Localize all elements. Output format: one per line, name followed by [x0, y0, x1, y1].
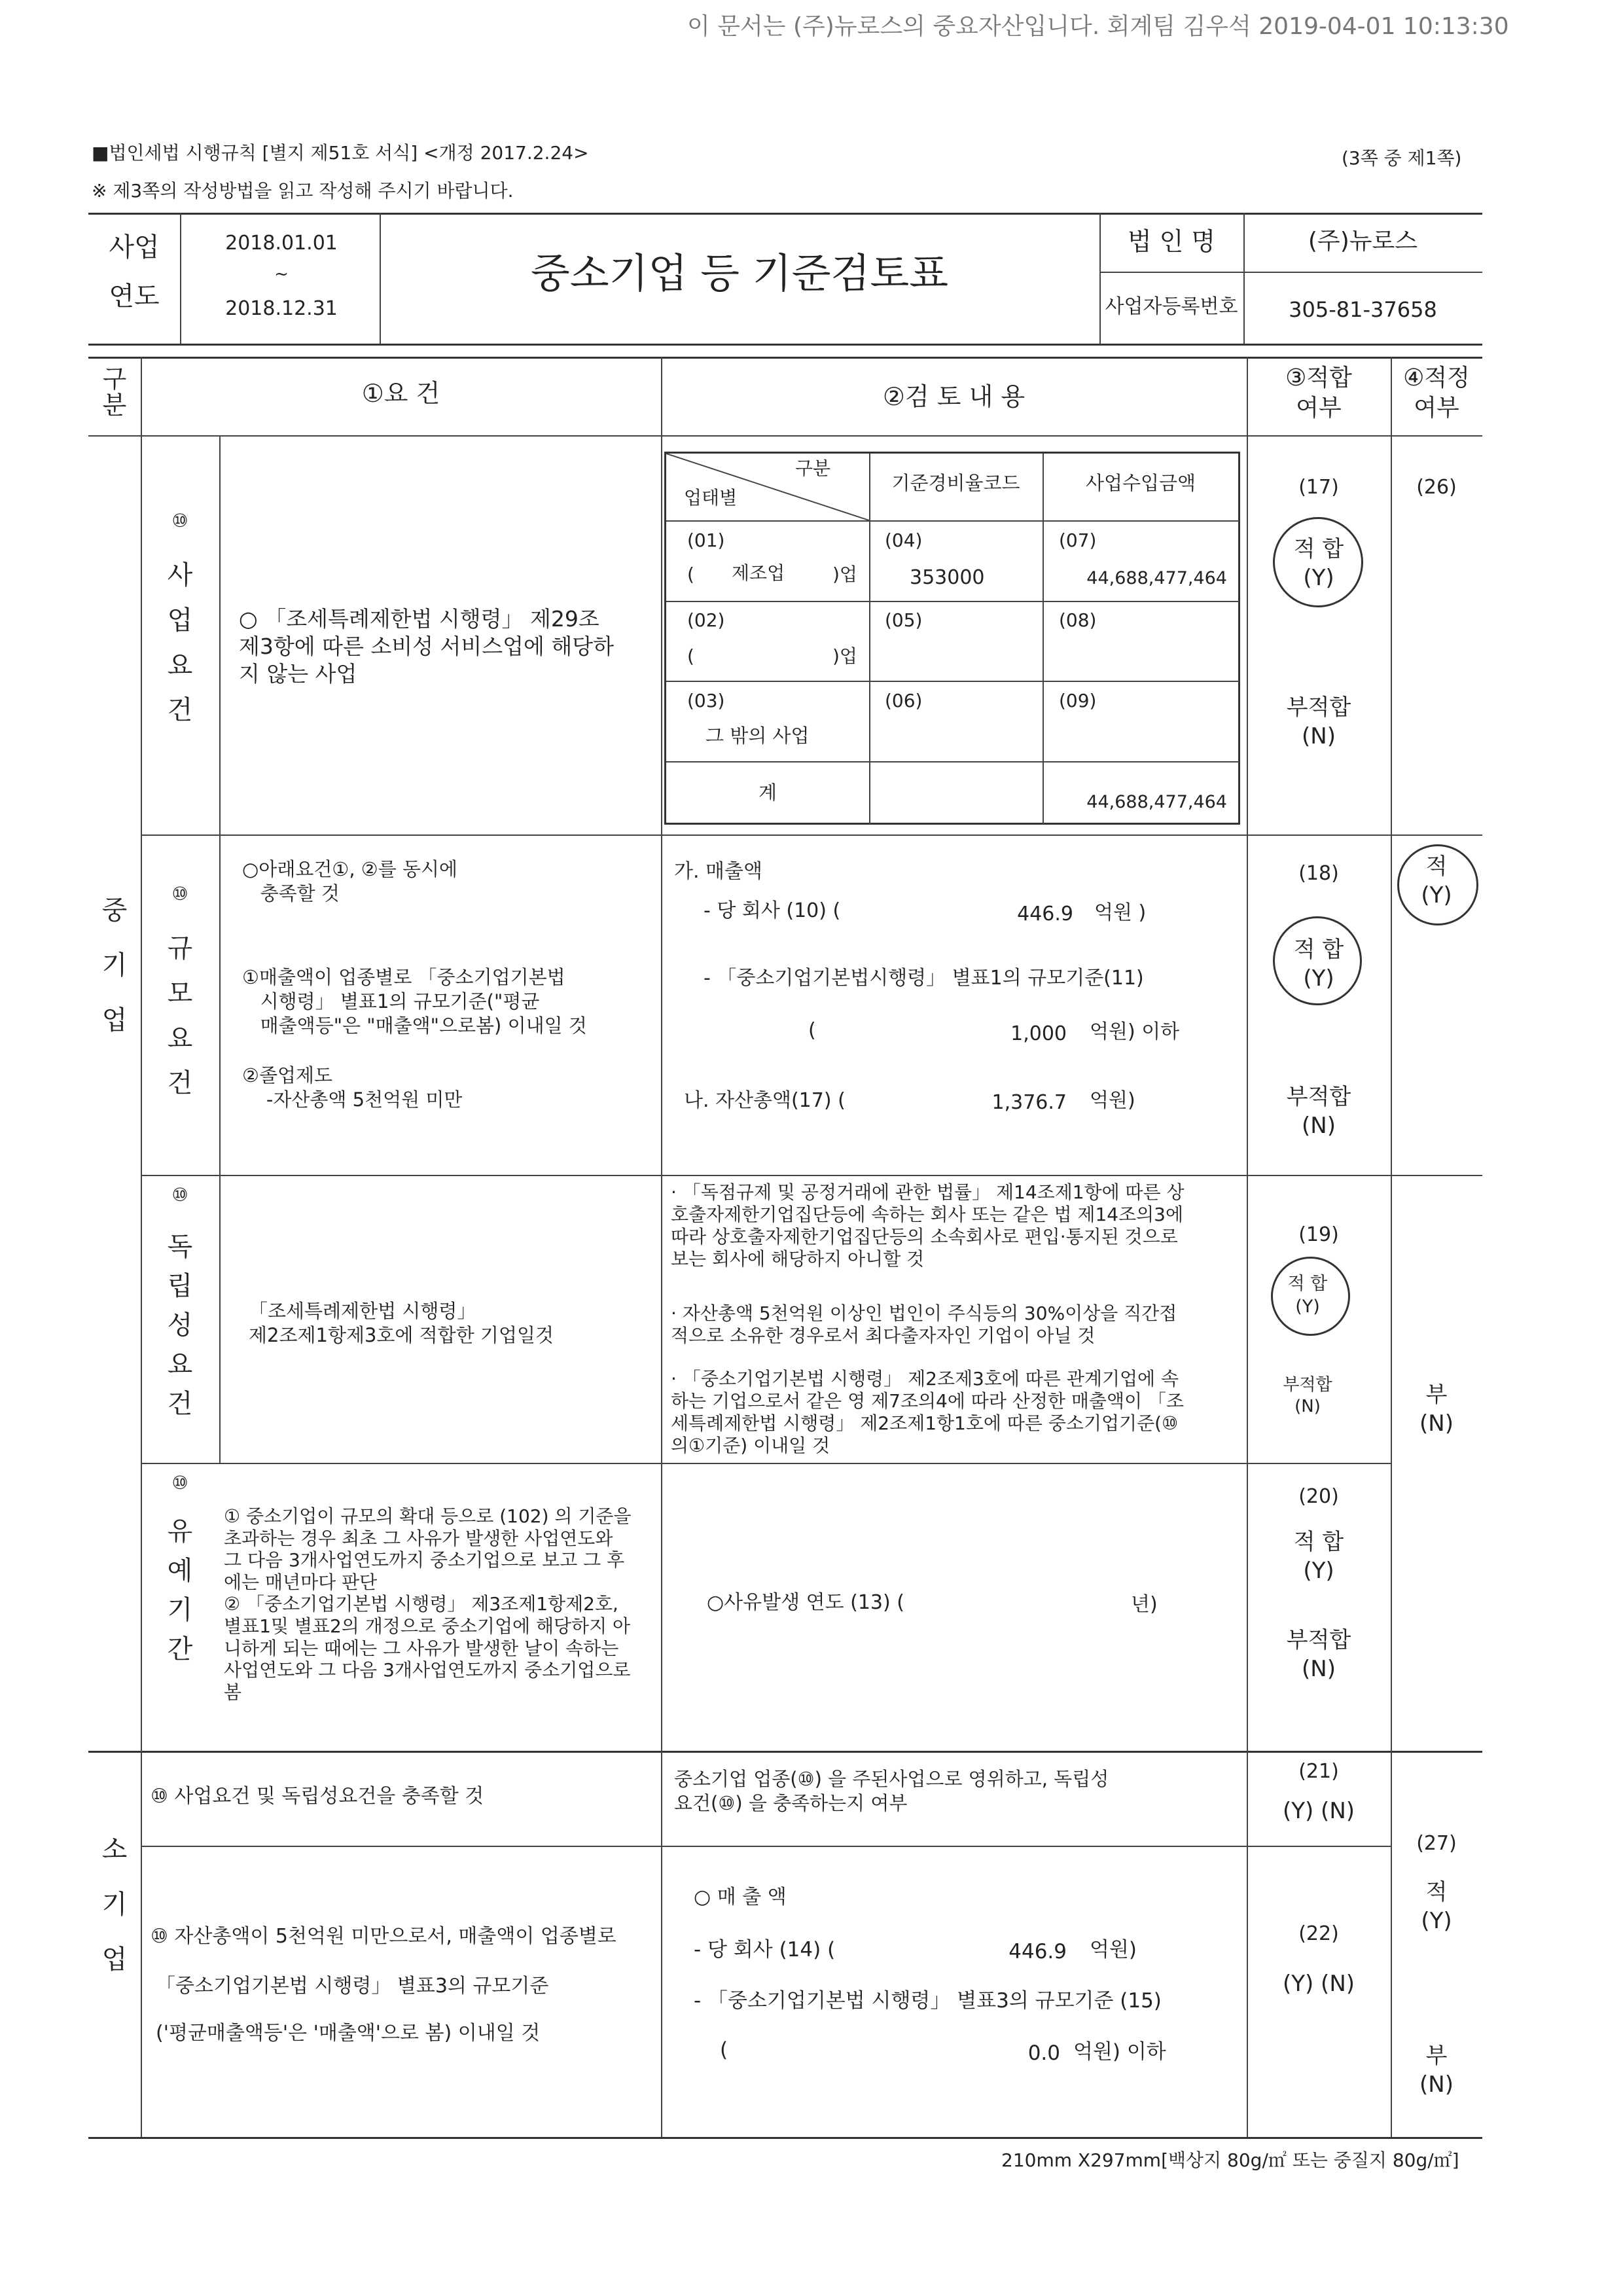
reg-no-label: 사업자등록번호 — [1105, 295, 1238, 318]
inner-total-amount: 44,688,477,464 — [1086, 792, 1227, 812]
row102-review-a1-label: - 당 회사 (10) ( — [704, 899, 841, 922]
row106-review-title: ○ 매 출 액 — [694, 1886, 787, 1909]
row102-review-a2-open: ( — [808, 1019, 816, 1042]
inner-row1-code: 353000 — [910, 566, 985, 589]
section-sme: 중 기 업 — [101, 895, 128, 1035]
inner-total-label: 계 — [758, 781, 777, 804]
inner-row2-open: ( — [687, 645, 694, 667]
row102-req3: ②졸업제도 -자산총액 5천억원 미만 — [242, 1064, 463, 1111]
row104-label: 유 예 기 간 — [167, 1516, 193, 1664]
inner-header-type-top: 구분 — [795, 457, 831, 479]
period-start: 2018.01.01 — [225, 232, 338, 255]
inner-row3-no: (03) — [687, 690, 725, 711]
row105-fit-no: (21) — [1298, 1760, 1339, 1783]
watermark: 이 문서는 (주)뉴로스의 중요자산입니다. 회계팀 김우석 2019-04-01 10:13:30 — [687, 13, 1509, 40]
row106-review-1-unit: 억원) — [1090, 1938, 1137, 1962]
row102-num: ⑩ — [171, 883, 188, 905]
inner-row1-suffix: )업 — [832, 564, 857, 585]
row101-fit-no-label: 부적합 (N) — [1286, 694, 1351, 749]
row102-label: 규 모 요 건 — [167, 933, 193, 1099]
instruction-text: ※ 제3쪽의 작성방법을 읽고 작성해 주시기 바랍니다. — [92, 180, 514, 202]
row101-fit-yes: 적 합 (Y) — [1293, 536, 1344, 591]
row104-review-label: ○사유발생 연도 (13) ( — [707, 1591, 904, 1614]
header-fit: ③적합 여부 — [1285, 365, 1352, 422]
row106-review-1-label: - 당 회사 (14) ( — [694, 1938, 836, 1962]
row102-review-b-label: 나. 자산총액(17) ( — [684, 1089, 846, 1112]
row104-fit-no: (20) — [1298, 1485, 1339, 1508]
header-suitable: ④적정 여부 — [1403, 365, 1470, 422]
row106-review-2-value: 0.0 — [1027, 2041, 1060, 2065]
inner-row2-no: (02) — [687, 609, 725, 631]
year-label-bottom: 연도 — [109, 281, 160, 312]
row103-fit-yes: 적 합 (Y) — [1287, 1274, 1328, 1317]
inner-row1-amt-no: (07) — [1059, 529, 1097, 551]
row102-fit-no-label: 부적합 (N) — [1286, 1084, 1351, 1139]
row102-review-a: 가. 매출액 — [674, 860, 762, 883]
header-requirement: ①요 건 — [361, 379, 440, 408]
reg-no: 305-81-37658 — [1289, 297, 1437, 322]
row106-review-2: - 「중소기업기본법 시행령」 별표3의 규모기준 (15) — [694, 1989, 1162, 2013]
row106-suit-yes: 적 (Y) — [1421, 1879, 1452, 1934]
row103-review-1: · 「독점규제 및 공정거래에 관한 법률」 제14조제1항에 따른 상호출자제한기업집단등에 속하는 회사 또는 같은 법 제14조의3에 따라 상호출자제한기업집단등의 소속회사로 편입·통지된 것으로 보는 회사에 해당하지 아니할 것 — [671, 1181, 1185, 1270]
row102-suit-yes: 적 (Y) — [1421, 853, 1452, 908]
inner-row3-amt-no: (09) — [1059, 690, 1097, 711]
row103-review-3: · 「중소기업기본법 시행령」 제2조제3호에 따른 관계기업에 속하는 기업으로서 같은 영 제7조의4에 따라 산정한 매출액이 「조세특례제한법 시행령」 제2조제1항1호에 따른 중소기업기준(⑩의①기준) 이내일 것 — [671, 1368, 1184, 1457]
row103-fit-no-label: 부적합 (N) — [1283, 1375, 1332, 1417]
row105-review: 중소기업 업종(⑩) 을 주된사업으로 영위하고, 독립성요건(⑩) 을 충족하는지 여부 — [674, 1768, 1109, 1815]
row103-num: ⑩ — [171, 1184, 188, 1206]
row102-review-a2-value: 1,000 — [1010, 1022, 1067, 1045]
inner-row2-amt-no: (08) — [1059, 609, 1097, 631]
row101-suit-no: (26) — [1416, 476, 1457, 499]
row102-review-a1-unit: 억원 ) — [1094, 901, 1147, 924]
inner-row1-no: (01) — [687, 529, 725, 551]
inner-row1-name: 제조업 — [732, 562, 785, 584]
row106-fit-yn: (Y) (N) — [1282, 1971, 1355, 1997]
row103-requirement: 「조세특례제한법 시행령」 제2조제1항제3호에 적합한 기업일것 — [249, 1300, 554, 1347]
row106-suit-no-label: 부 (N) — [1419, 2043, 1454, 2098]
row103-label: 독 립 성 요 건 — [167, 1232, 193, 1419]
row104-review-unit: 년) — [1131, 1593, 1158, 1616]
inner-header-code: 기준경비율코드 — [891, 472, 1020, 494]
paper-spec-footer: 210mm X297mm[백상지 80g/㎡ 또는 중질지 80g/㎡] — [1001, 2149, 1459, 2171]
row102-fit-yes: 적 합 (Y) — [1293, 937, 1344, 992]
row106-review-2-unit: 억원) 이하 — [1073, 2040, 1166, 2064]
inner-header-type-bottom: 업태별 — [684, 487, 738, 509]
period-end: 2018.12.31 — [225, 297, 338, 320]
row106-requirement-1: ⑩ 자산총액이 5천억원 미만으로서, 매출액이 업종별로 — [151, 1925, 616, 1948]
row102-review-a2: - 「중소기업기본법시행령」 별표1의 규모기준(11) — [704, 967, 1144, 990]
inner-row3-code-no: (06) — [885, 690, 923, 711]
row101-requirement: ○ 「조세특례제한법 시행령」 제29조 제3항에 따른 소비성 서비스업에 해당하지 않는 사업 — [239, 606, 615, 687]
row102-review-b-value: 1,376.7 — [991, 1091, 1067, 1114]
inner-row1-open: ( — [687, 564, 694, 585]
corp-name: (주)뉴로스 — [1308, 228, 1418, 255]
corp-name-label: 법 인 명 — [1127, 227, 1216, 256]
row102-review-a2-unit: 억원) 이하 — [1090, 1020, 1180, 1043]
regulation-text: ■법인세법 시행규칙 [별지 제51호 서식] <개정 2017.2.24> — [92, 142, 589, 164]
row101-label: 사 업 요 건 — [167, 560, 193, 726]
business-revenue-table — [664, 452, 1240, 825]
row102-review-a1-value: 446.9 — [1017, 903, 1073, 925]
period-tilde: ~ — [274, 264, 289, 284]
section-small: 소 기 업 — [101, 1835, 128, 1975]
row106-review-2-open: ( — [720, 2038, 728, 2062]
row102-req1: ○아래요건①, ②를 동시에 충족할 것 — [242, 858, 458, 905]
row102-req2: ①매출액이 업종별로 「중소기업기본법 시행령」 별표1의 규모기준("평균 매출액등"은 "매출액"으로봄) 이내일 것 — [242, 966, 587, 1037]
row103-review-2: · 자산총액 5천억원 이상인 법인이 주식등의 30%이상을 직간접적으로 소유한 경우로서 최다출자자인 기업이 아닐 것 — [671, 1302, 1177, 1347]
row103-suit-no: 부 (N) — [1419, 1382, 1454, 1437]
row104-fit-no-label: 부적합 (N) — [1286, 1627, 1351, 1682]
row101-num: ⑩ — [171, 510, 188, 531]
row106-requirement-2: 「중소기업기본법 시행령」 별표3의 규모기준 — [156, 1975, 549, 1998]
row102-fit-no: (18) — [1298, 862, 1339, 885]
inner-row2-suffix: )업 — [832, 645, 857, 667]
row106-requirement-3: ('평균매출액등'은 '매출액'으로 봄) 이내일 것 — [156, 2022, 541, 2045]
row105-requirement: ⑩ 사업요건 및 독립성요건을 충족할 것 — [151, 1785, 484, 1808]
row102-review-b-unit: 억원) — [1090, 1089, 1135, 1112]
inner-row3-name: 그 밖의 사업 — [705, 725, 810, 747]
row104-fit-yes: 적 합 (Y) — [1293, 1529, 1344, 1584]
row104-num: ⑩ — [171, 1472, 188, 1494]
page-info: (3쪽 중 제1쪽) — [1342, 147, 1462, 169]
inner-row1-code-no: (04) — [885, 529, 923, 551]
inner-row1-amount: 44,688,477,464 — [1086, 568, 1227, 588]
row103-fit-no: (19) — [1298, 1223, 1339, 1246]
year-label-top: 사업 — [109, 232, 160, 262]
row106-suit-no: (27) — [1416, 1832, 1457, 1855]
row106-review-1-value: 446.9 — [1008, 1940, 1067, 1964]
header-section: 구 분 — [102, 365, 127, 420]
inner-header-amount: 사업수입금액 — [1085, 472, 1196, 494]
header-review: ②검 토 내 용 — [882, 382, 1026, 411]
page-title: 중소기업 등 기준검토표 — [530, 249, 949, 297]
row106-fit-no: (22) — [1298, 1922, 1339, 1945]
row105-fit-yn: (Y) (N) — [1282, 1798, 1355, 1824]
row104-requirement: ① 중소기업이 규모의 확대 등으로 (102) 의 기준을 초과하는 경우 최초 그 사유가 발생한 사업연도와 그 다음 3개사업연도까지 중소기업으로 보고 그 후에는 매년마다 판단 ② 「중소기업기본법 시행령」 제3조제1항제2호, 별표1및 별표2의 개정으로 중소기업에 해당하지 아니하게 되는 때에는 그 사유가 발생한 날이 속하는 사업연도와 그 다음 3개사업연도까지 중소기업으로 봄 — [224, 1505, 632, 1703]
inner-row2-code-no: (05) — [885, 609, 923, 631]
row101-fit-no: (17) — [1298, 476, 1339, 499]
